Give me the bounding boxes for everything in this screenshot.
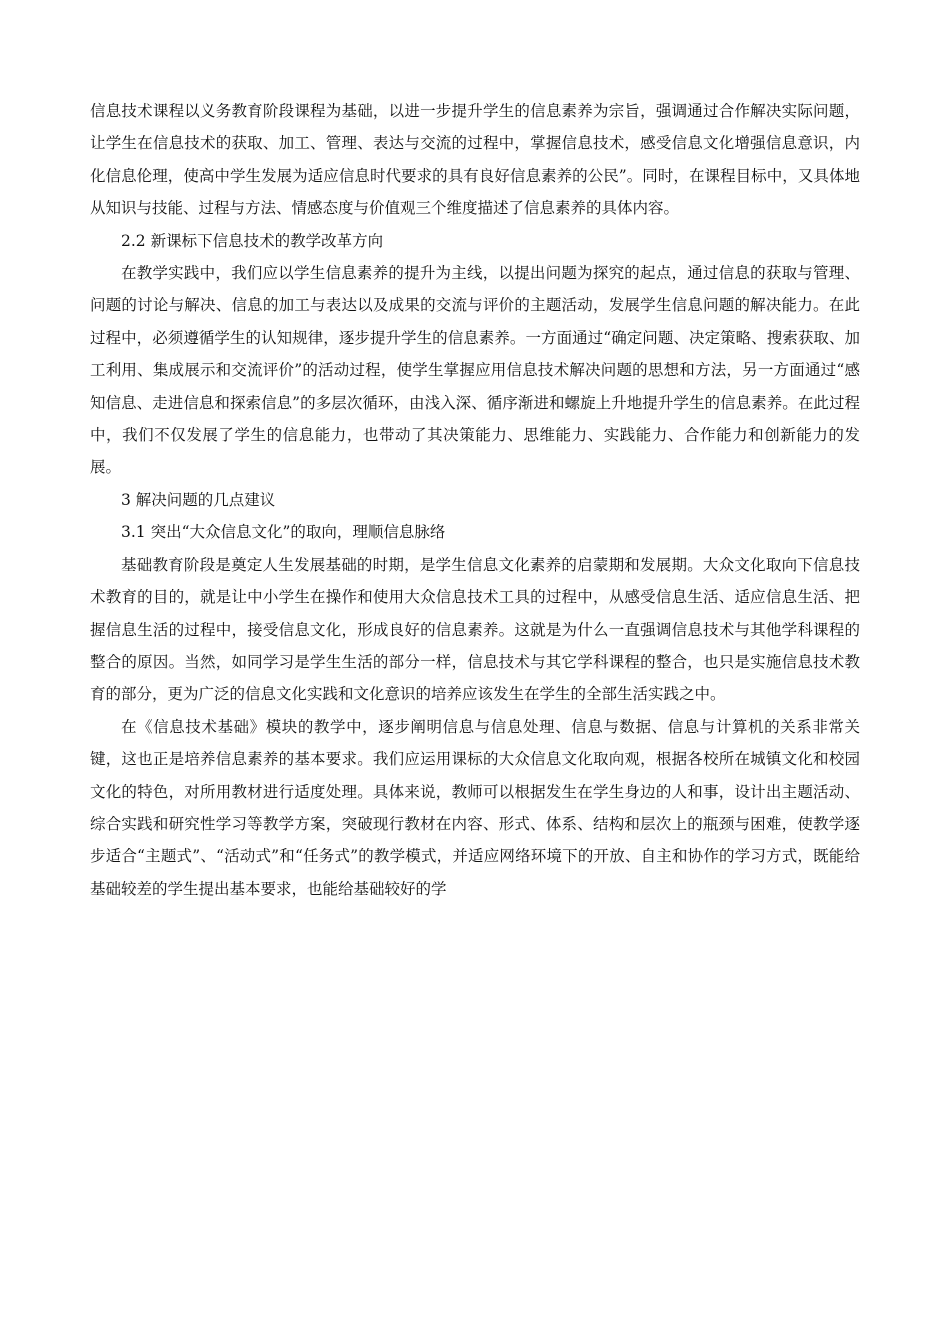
paragraph-basic-education: 基础教育阶段是奠定人生发展基础的时期，是学生信息文化素养的启蒙期和发展期。大众文化取向下信息技术教育的目的，就是让中小学生在操作和使用大众信息技术工具的过程中，从感受信息生活、适应信息生活、把握信息生活的过程中，接受信息文化，形成良好的信息素养。这就是为什么一直强调信息技术与其他学科课程的整合的原因。当然，如同学习是学生生活的部分一样，信息技术与其它学科课程的整合，也只是实施信息技术教育的部分，更为广泛的信息文化实践和文化意识的培养应该发生在学生的全部生活实践之中。 <box>90 555 860 704</box>
paragraph-course-overview: 信息技术课程以义务教育阶段课程为基础，以进一步提升学生的信息素养为宗旨，强调通过合作解决实际问题，让学生在信息技术的获取、加工、管理、表达与交流的过程中，掌握信息技术，感受信息文化增强信息意识，内化信息伦理，使高中学生发展为适应信息时代要求的具有良好信息素养的公民”。同时，在课程目标中，又具体地从知识与技能、过程与方法、情感态度与价值观三个维度描述了信息素养的具体内容。 <box>90 102 860 218</box>
section-heading-2-2: 2.2 新课标下信息技术的教学改革方向 <box>121 231 384 250</box>
paragraph-teaching-reform: 在教学实践中，我们应以学生信息素养的提升为主线，以提出问题为探究的起点，通过信息的获取与管理、问题的讨论与解决、信息的加工与表达以及成果的交流与评价的主题活动，发展学生信息问题的解决能力。在此过程中，必须遵循学生的认知规律，逐步提升学生的信息素养。一方面通过“确定问题、决定策略、搜索获取、加工利用、集成展示和交流评价”的活动过程，使学生掌握应用信息技术解决问题的思想和方法，另一方面通过“感知信息、走进信息和探索信息”的多层次循环，由浅入深、循序渐进和螺旋上升地提升学生的信息素养。在此过程中，我们不仅发展了学生的信息能力，也带动了其决策能力、思维能力、实践能力、合作能力和创新能力的发展。 <box>90 264 860 477</box>
section-heading-3-1: 3.1 突出“大众信息文化”的取向，理顺信息脉络 <box>121 523 446 542</box>
document-page <box>90 95 860 905</box>
paragraph-module-teaching: 在《信息技术基础》模块的教学中，逐步阐明信息与信息处理、信息与数据、信息与计算机的关系非常关键，这也正是培养信息素养的基本要求。我们应运用课标的大众信息文化取向观，根据各校所在城镇文化和校园文化的特色，对所用教材进行适度处理。具体来说，教师可以根据发生在学生身边的人和事，设计出主题活动、综合实践和研究性学习等教学方案，突破现行教材在内容、形式、体系、结构和层次上的瓶颈与困难，使教学逐步适合“主题式”、“活动式”和“任务式”的教学模式，并适应网络环境下的开放、自主和协作的学习方式，既能给基础较差的学生提出基本要求，也能给基础较好的学 <box>90 717 860 898</box>
section-heading-3: 3 解决问题的几点建议 <box>121 490 276 509</box>
